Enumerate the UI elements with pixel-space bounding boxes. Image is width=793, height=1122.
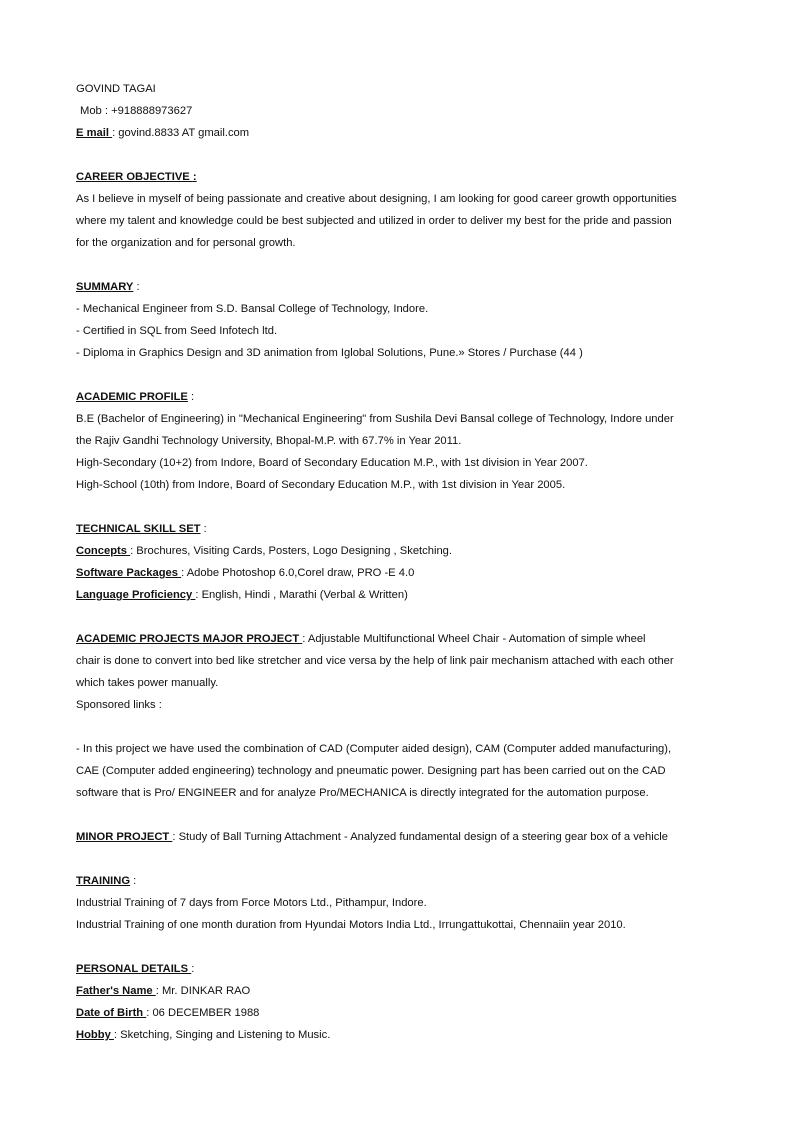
summary-item: - Diploma in Graphics Design and 3D animation from Iglobal Solutions, Pune.» Stores / Purchase (44 ) (76, 347, 583, 359)
detail-value: : 06 DECEMBER 1988 (146, 1007, 260, 1019)
paragraph-line: High-School (10th) from Indore, Board of Secondary Education M.P., with 1st division in Year 2005. (76, 479, 566, 491)
paragraph-line: which takes power manually. (76, 677, 219, 689)
section-heading: PERSONAL DETAILS (76, 963, 192, 975)
paragraph-line: software that is Pro/ ENGINEER and for analyze Pro/MECHANICA is directly integrated for the automation purpose. (76, 787, 649, 799)
section-heading-suffix: : (133, 281, 140, 293)
section-heading: CAREER OBJECTIVE (76, 171, 193, 183)
academic-profile-heading (76, 386, 736, 408)
section-heading-suffix: : Adjustable Multifunctional Wheel Chair - Automation of simple wheel (302, 633, 646, 645)
detail-label: Date of Birth (76, 1007, 147, 1019)
technical-skills-heading (76, 518, 736, 540)
skill-row (76, 584, 736, 606)
summary-item: - Mechanical Engineer from S.D. Bansal College of Technology, Indore. (76, 303, 429, 315)
detail-value: : Mr. DINKAR RAO (155, 985, 251, 997)
section-heading-suffix: : Study of Ball Turning Attachment - Analyzed fundamental design of a steering gear box of a vehicle (172, 831, 669, 843)
paragraph-line: High-Secondary (10+2) from Indore, Board of Secondary Education M.P., with 1st division in Year 2007. (76, 457, 588, 469)
skill-row (76, 540, 736, 562)
detail-label: Father's Name (76, 985, 156, 997)
paragraph-line: Industrial Training of one month duration from Hyundai Motors India Ltd., Irrungattukottai, Chennaiin year 2010. (76, 919, 626, 931)
summary-heading (76, 276, 736, 298)
career-objective-heading (76, 166, 736, 188)
section-heading: TRAINING (76, 875, 131, 887)
detail-row (76, 980, 736, 1002)
section-heading-suffix: : (200, 523, 207, 535)
paragraph-line: for the organization and for personal growth. (76, 237, 296, 249)
paragraph-line: - In this project we have used the combination of CAD (Computer aided design), CAM (Computer added manufacturing), (76, 743, 672, 755)
section-heading-suffix: : (130, 875, 137, 887)
section-heading: MINOR PROJECT (76, 831, 173, 843)
detail-label: Hobby (76, 1029, 114, 1041)
paragraph-line: CAE (Computer added engineering) technology and pneumatic power. Designing part has been carried out on the CAD (76, 765, 666, 777)
academic-projects-heading (76, 628, 736, 650)
detail-row (76, 1002, 736, 1024)
skill-label: Language Proficiency (76, 589, 196, 601)
skill-value: : Brochures, Visiting Cards, Posters, Logo Designing , Sketching. (130, 545, 453, 557)
section-heading-suffix: : (192, 171, 197, 183)
paragraph-line: Industrial Training of 7 days from Force Motors Ltd., Pithampur, Indore. (76, 897, 427, 909)
paragraph-line: As I believe in myself of being passionate and creative about designing, I am looking for good career growth opportunities (76, 193, 677, 205)
section-heading: SUMMARY (76, 281, 134, 293)
skill-value: : English, Hindi , Marathi (Verbal & Written) (195, 589, 408, 601)
email-label: E mail (76, 127, 113, 139)
mobile-number: Mob : +918888973627 (80, 105, 193, 117)
paragraph-line: B.E (Bachelor of Engineering) in "Mechanical Engineering" from Sushila Devi Bansal college of Technology, Indore under (76, 413, 674, 425)
section-heading: ACADEMIC PROFILE (76, 391, 188, 403)
training-heading (76, 870, 736, 892)
detail-row (76, 1024, 736, 1046)
paragraph-line: chair is done to convert into bed like stretcher and vice versa by the help of link pair mechanism attached with each other (76, 655, 674, 667)
skill-value: : Adobe Photoshop 6.0,Corel draw, PRO -E 4.0 (181, 567, 415, 579)
personal-details-heading (76, 958, 736, 980)
skill-label: Concepts (76, 545, 131, 557)
resume-document (76, 78, 736, 1046)
skill-label: Software Packages (76, 567, 182, 579)
email-line (76, 122, 736, 144)
paragraph-line: where my talent and knowledge could be best subjected and utilized in order to deliver my best for the pride and passion (76, 215, 672, 227)
section-heading-suffix: : (187, 391, 195, 403)
section-heading: ACADEMIC PROJECTS MAJOR PROJECT (76, 633, 303, 645)
paragraph-line: Sponsored links : (76, 699, 162, 711)
summary-item: - Certified in SQL from Seed Infotech ltd. (76, 325, 278, 337)
section-heading-suffix: : (191, 963, 195, 975)
candidate-name: GOVIND TAGAI (76, 83, 156, 95)
detail-value: : Sketching, Singing and Listening to Music. (113, 1029, 331, 1041)
section-heading: TECHNICAL SKILL SET (76, 523, 201, 535)
email-value: : govind.8833 AT gmail.com (112, 127, 250, 139)
skill-row (76, 562, 736, 584)
minor-project-heading (76, 826, 736, 848)
paragraph-line: the Rajiv Gandhi Technology University, Bhopal-M.P. with 67.7% in Year 2011. (76, 435, 462, 447)
